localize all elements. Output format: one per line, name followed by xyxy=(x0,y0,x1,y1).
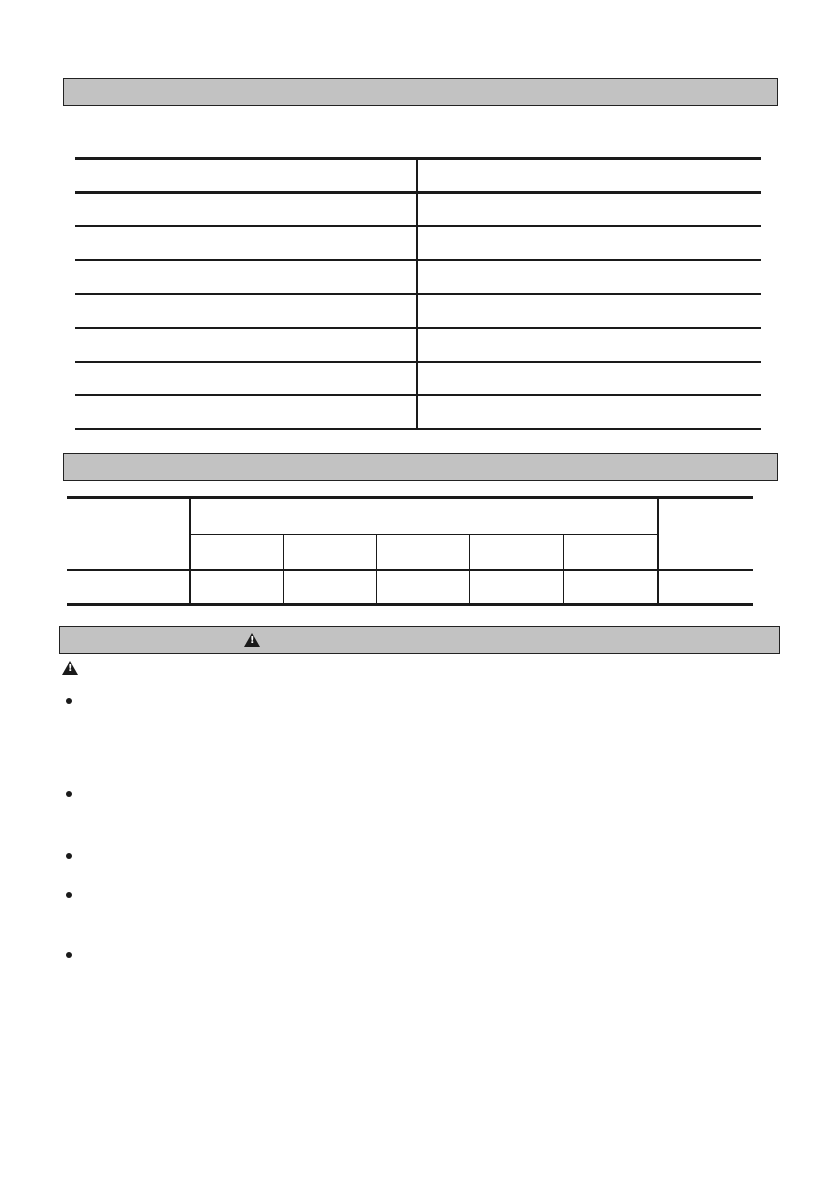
table-row-rule xyxy=(75,327,761,329)
section-header-bar xyxy=(63,453,778,481)
warning-triangle-icon xyxy=(62,661,78,675)
table-row-rule xyxy=(75,225,761,227)
table-row-rule xyxy=(75,293,761,295)
table-column-divider xyxy=(416,157,418,430)
bullet-icon xyxy=(66,853,72,859)
table-top-rule xyxy=(67,496,753,499)
table-column-divider xyxy=(469,535,470,604)
table-bottom-rule xyxy=(67,603,753,606)
table-top-rule xyxy=(75,157,761,160)
table-row-rule xyxy=(75,259,761,261)
table-column-divider xyxy=(189,497,191,604)
table-column-divider xyxy=(376,535,377,604)
table-column-divider xyxy=(563,535,564,604)
table-row-rule xyxy=(75,361,761,363)
section-header-bar xyxy=(63,78,778,106)
table-subheader-rule xyxy=(190,534,657,535)
table-column-divider xyxy=(657,497,659,604)
table-column-divider xyxy=(283,535,284,604)
bullet-icon xyxy=(66,698,72,704)
bullet-icon xyxy=(66,892,72,898)
bullet-icon xyxy=(66,791,72,797)
warning-header-bar xyxy=(59,626,780,654)
table-header-rule xyxy=(75,191,761,194)
table-bottom-rule xyxy=(75,428,761,430)
table-row-rule xyxy=(75,394,761,396)
warning-triangle-icon xyxy=(244,633,260,647)
bullet-icon xyxy=(66,952,72,958)
table-header-rule xyxy=(67,569,753,571)
